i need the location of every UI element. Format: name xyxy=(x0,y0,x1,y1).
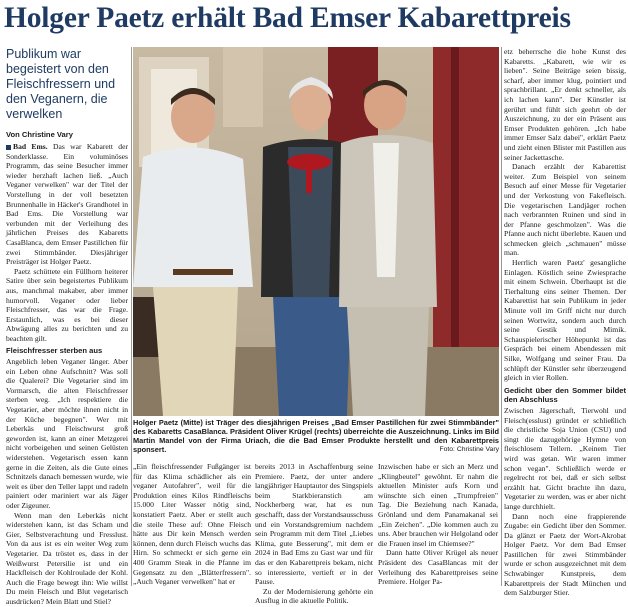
paragraph: Dann noch eine frappierende Zugabe: ein Gedicht über den Sommer. Da glänzt er Paetz der Wort-Akrobat Holger Paetz. Vor dem Bad Emser Pastillchen für zwei Stimmbänder wurde er schon ausgezeichnet mit dem Schwabinger Kunstpreis, dem Kabarettpreis der Stadt München und dem Salzburger Stier. xyxy=(504,511,626,598)
photo-caption xyxy=(133,418,499,454)
paragraph: Dann hatte Oliver Krügel als neuer Präsident des CasaBlancas mit der Verleihung des Kabarettpreises seine Premiere. Holger Pa- xyxy=(378,548,498,587)
column-4 xyxy=(378,462,498,586)
paragraph: „Ein fleischfressender Fußgänger ist für das Klima schädlicher als ein veganer Autofahrer", weil für die Produktion eines Kilos Rindfleischs 15.000 Liter Wasser nötig sind, konstatiert Paetz. Aber er stellt auch die steile These auf: Ohne Fleisch hätte aus Dir kein Mensch werden können, denn durch Fleisch wuchs das Hirn. So schmeckt er sich gerne ein 400 Gramm Steak in die Pfanne im Gegensatz zu den „Blätterfressern". „Auch Veganer verwelken" hat er xyxy=(133,462,251,587)
lead-text: Publikum war begeistert von den Fleischfressern und den Veganern, die verwelken xyxy=(6,47,116,121)
subhead: Gedicht über den Sommer bildet den Abschluss xyxy=(504,385,626,405)
column-2 xyxy=(133,462,251,586)
column-3 xyxy=(255,462,373,606)
paragraph: Angeblich leben Veganer länger. Aber ein Leben ohne Aufschnitt? Was soll die Qualerei? Die Vegetarier sind im Vormarsch, die alten Fleischfresser sterben weg. „Ich respektiere die Vegetarier, aber möchte ihnen nicht in der Küche begegnen". Wer mit Leberkäs und Fleischwurst groß geworden ist, kann an einer Metzgerei nicht vorbeigehen und seinen Gelüsten widerstehen. Vegetarisch essen kann gerne in die Zeiten, als die Gute eines Schnitzels danach bemessen wurde, wie weit es über den Teller lappt und radeln painiert oder mariniert war als Jäger oder Zigeuner. xyxy=(6,357,128,510)
column-divider xyxy=(501,47,502,586)
headline: Holger Paetz erhält Bad Emser Kabarettpreis xyxy=(4,2,571,34)
news-photo xyxy=(133,47,499,416)
paragraph: Herrlich waren Paetz' gesangliche Einlagen. Köstlich seine Zwiesprache mit einem Schwein. Überhaupt ist die Tierhaltung eins seiner Themen. Der Kabarettist hat sein Publikum in jeder Minute voll im Griff nicht nur durch seinen Wortwitz, sondern auch durch seine Gestik und Mimik. Schauspielerischer Höhepunkt ist das Gespräch bei einem Abendessen mit Silke, Wolfgang und seiner Frau. Da schlüpft der Künstler sehr überzeugend gleich in vier Rollen. xyxy=(504,258,626,383)
paragraph: Paetz schüttete ein Füllhorn heiterer Satire über sein begeistertes Publikum aus, manchmal makaber, aber immer humorvoll. Veganer oder lieber Fleischfresser, das war die Frage. Erstaunlich, was es bei dieser Abwägung alles zu berichten und zu beachten gilt. xyxy=(6,266,128,343)
award-ceremony-photo xyxy=(133,47,499,416)
column-divider xyxy=(131,47,132,586)
subhead: Fleischfresser sterben aus xyxy=(6,346,103,356)
paragraph: Wenn man den Leberkäs nicht widerstehen kann, ist das Scham und Gier, Selbstverachtung und Fresslust. Von da aus ist es ein weiter Weg zum Vegetarier. Da tröstet es, dass in der Weißwurst Petersilie ist und ein Hackfleisch der Kohlroulade der Kohl. Auch die Frage bewegt ihn: Wie willst Du mein Fleisch und Blut vegetarisch ausdrücken? Mein Blatt und Stiel? xyxy=(6,510,128,606)
column-5 xyxy=(504,47,626,598)
photo-credit: Foto: Christine Vary xyxy=(439,446,499,453)
paragraph: Danach erzählt der Kabarettist weiter. Zum Beispiel von seinem Besuch auf einer Messe für Vegetarier und der Verkostung von Fakefleisch. Die vegetarischen Landjäger rochen nach verbrannten Ruinen und sind in der Pfanne geschmolzen". Was die Pfanne auch nicht überlebte. Kauen und schmecken gleich „schmauen" müsse man. xyxy=(504,162,626,258)
paragraph: bereits 2013 in Aschaffenburg seine Premiere. Paetz, der unter andere langjähriger Hauptautor des Singspiels beim Starkbieranstich am Nockherberg war, hat es nun geschafft, dass der Vorstandsausschuss und ein Vorstandsgremium nachdem sein Programm mit dem Titel „Liebes Klima, gute Besserung", mit dem er 2024 in Bad Ems zu Gast war und für das er den Kabarettpreis bekam, nicht so interessierte, vertieft er in der Pause. xyxy=(255,462,373,587)
square-bullet-icon xyxy=(6,145,11,150)
caption-text: Holger Paetz (Mitte) ist Träger des diesjährigen Preises „Bad Emser Pastillchen für zwei Stimmbänder" des Kabaretts CasaBlanca. Präsident Oliver Krügel (rechts) überreichte die Auszeichnung. Links im Bild Martin Mandel von der Firma Uriach, die die Bad Emser Produkte herstellt und den Kabarettpreis sponsert. xyxy=(133,418,499,454)
paragraph: Zu der Modernisierung gehörte ein Ausflug in die aktuelle Politik. xyxy=(255,586,373,606)
paragraph-text: Das war Kabarett der Sonderklasse. Ein voluminöses Programm, das seine Besucher immer wieder herzhaft lachen ließ. „Auch Veganer verwelken" war der Titel der Vorstellung in der voll besetzten Brunnenhalle in Häcker's Grandhotel in Bad Ems. Die Vorstellung war verbunden mit der Verleihung des jährlichen Preises des Kabaretts CasaBlanca, dem Emser Pastillchen für zwei Stimmbänder. Diesjähriger Preisträger ist Holger Paetz. xyxy=(6,142,128,267)
column-1 xyxy=(6,142,128,606)
paragraph: etz beherrsche die hohe Kunst des Kabaretts. „Kabarett, wie wir es lieben". Seine Beiträge seien bissig, scharf, aber immer klug, pointiert und sprachbrillant. „Er denkt schneller, als ich lachen kann". Der Künstler ist gerührt und fühlt sich geehrt ob der Auszeichnung, zu der ein Präsent aus Emser Produkten gehören. „Ich habe immer Emser Salz dabei", erklärt Paetz und zieht einen Blister mit Pastillen aus seiner Jackettasche. xyxy=(504,47,626,162)
dateline: Bad Ems. xyxy=(13,142,48,151)
paragraph xyxy=(6,142,128,267)
paragraph: Inzwischen habe er sich an Merz und „Klingbeutel" gewöhnt. Er nahm die aktuellen Minister aufs Korn und wünschte sich einen „Trumpfreien" Tag. Die Beziehung nach Kanada, Grönland und dem Panamakanal sei „Ein Zeichen". „Die kommen auch zu uns. Aber brauchen wir Helgoland oder die Frauen insel im Chiemsee?" xyxy=(378,462,498,548)
author-line: Von Christine Vary xyxy=(6,130,73,139)
paragraph: Zwischen Jägerschaft, Tierwohl und Fleisch(esslust) gründet er schließlich die christliche Soja Union (CSU) und singt die dazugehörige Hymne von fleischlosem Tellern. „Keinem Tier wird was getan. Wir waren immer schon vegan". Schließlich werde er regelrecht rot bei, daß er sich selbst erzählt hat. Gicht brachte ihn dazu, Vegetarier zu werden, was er aber nicht lange durchhielt. xyxy=(504,405,626,511)
